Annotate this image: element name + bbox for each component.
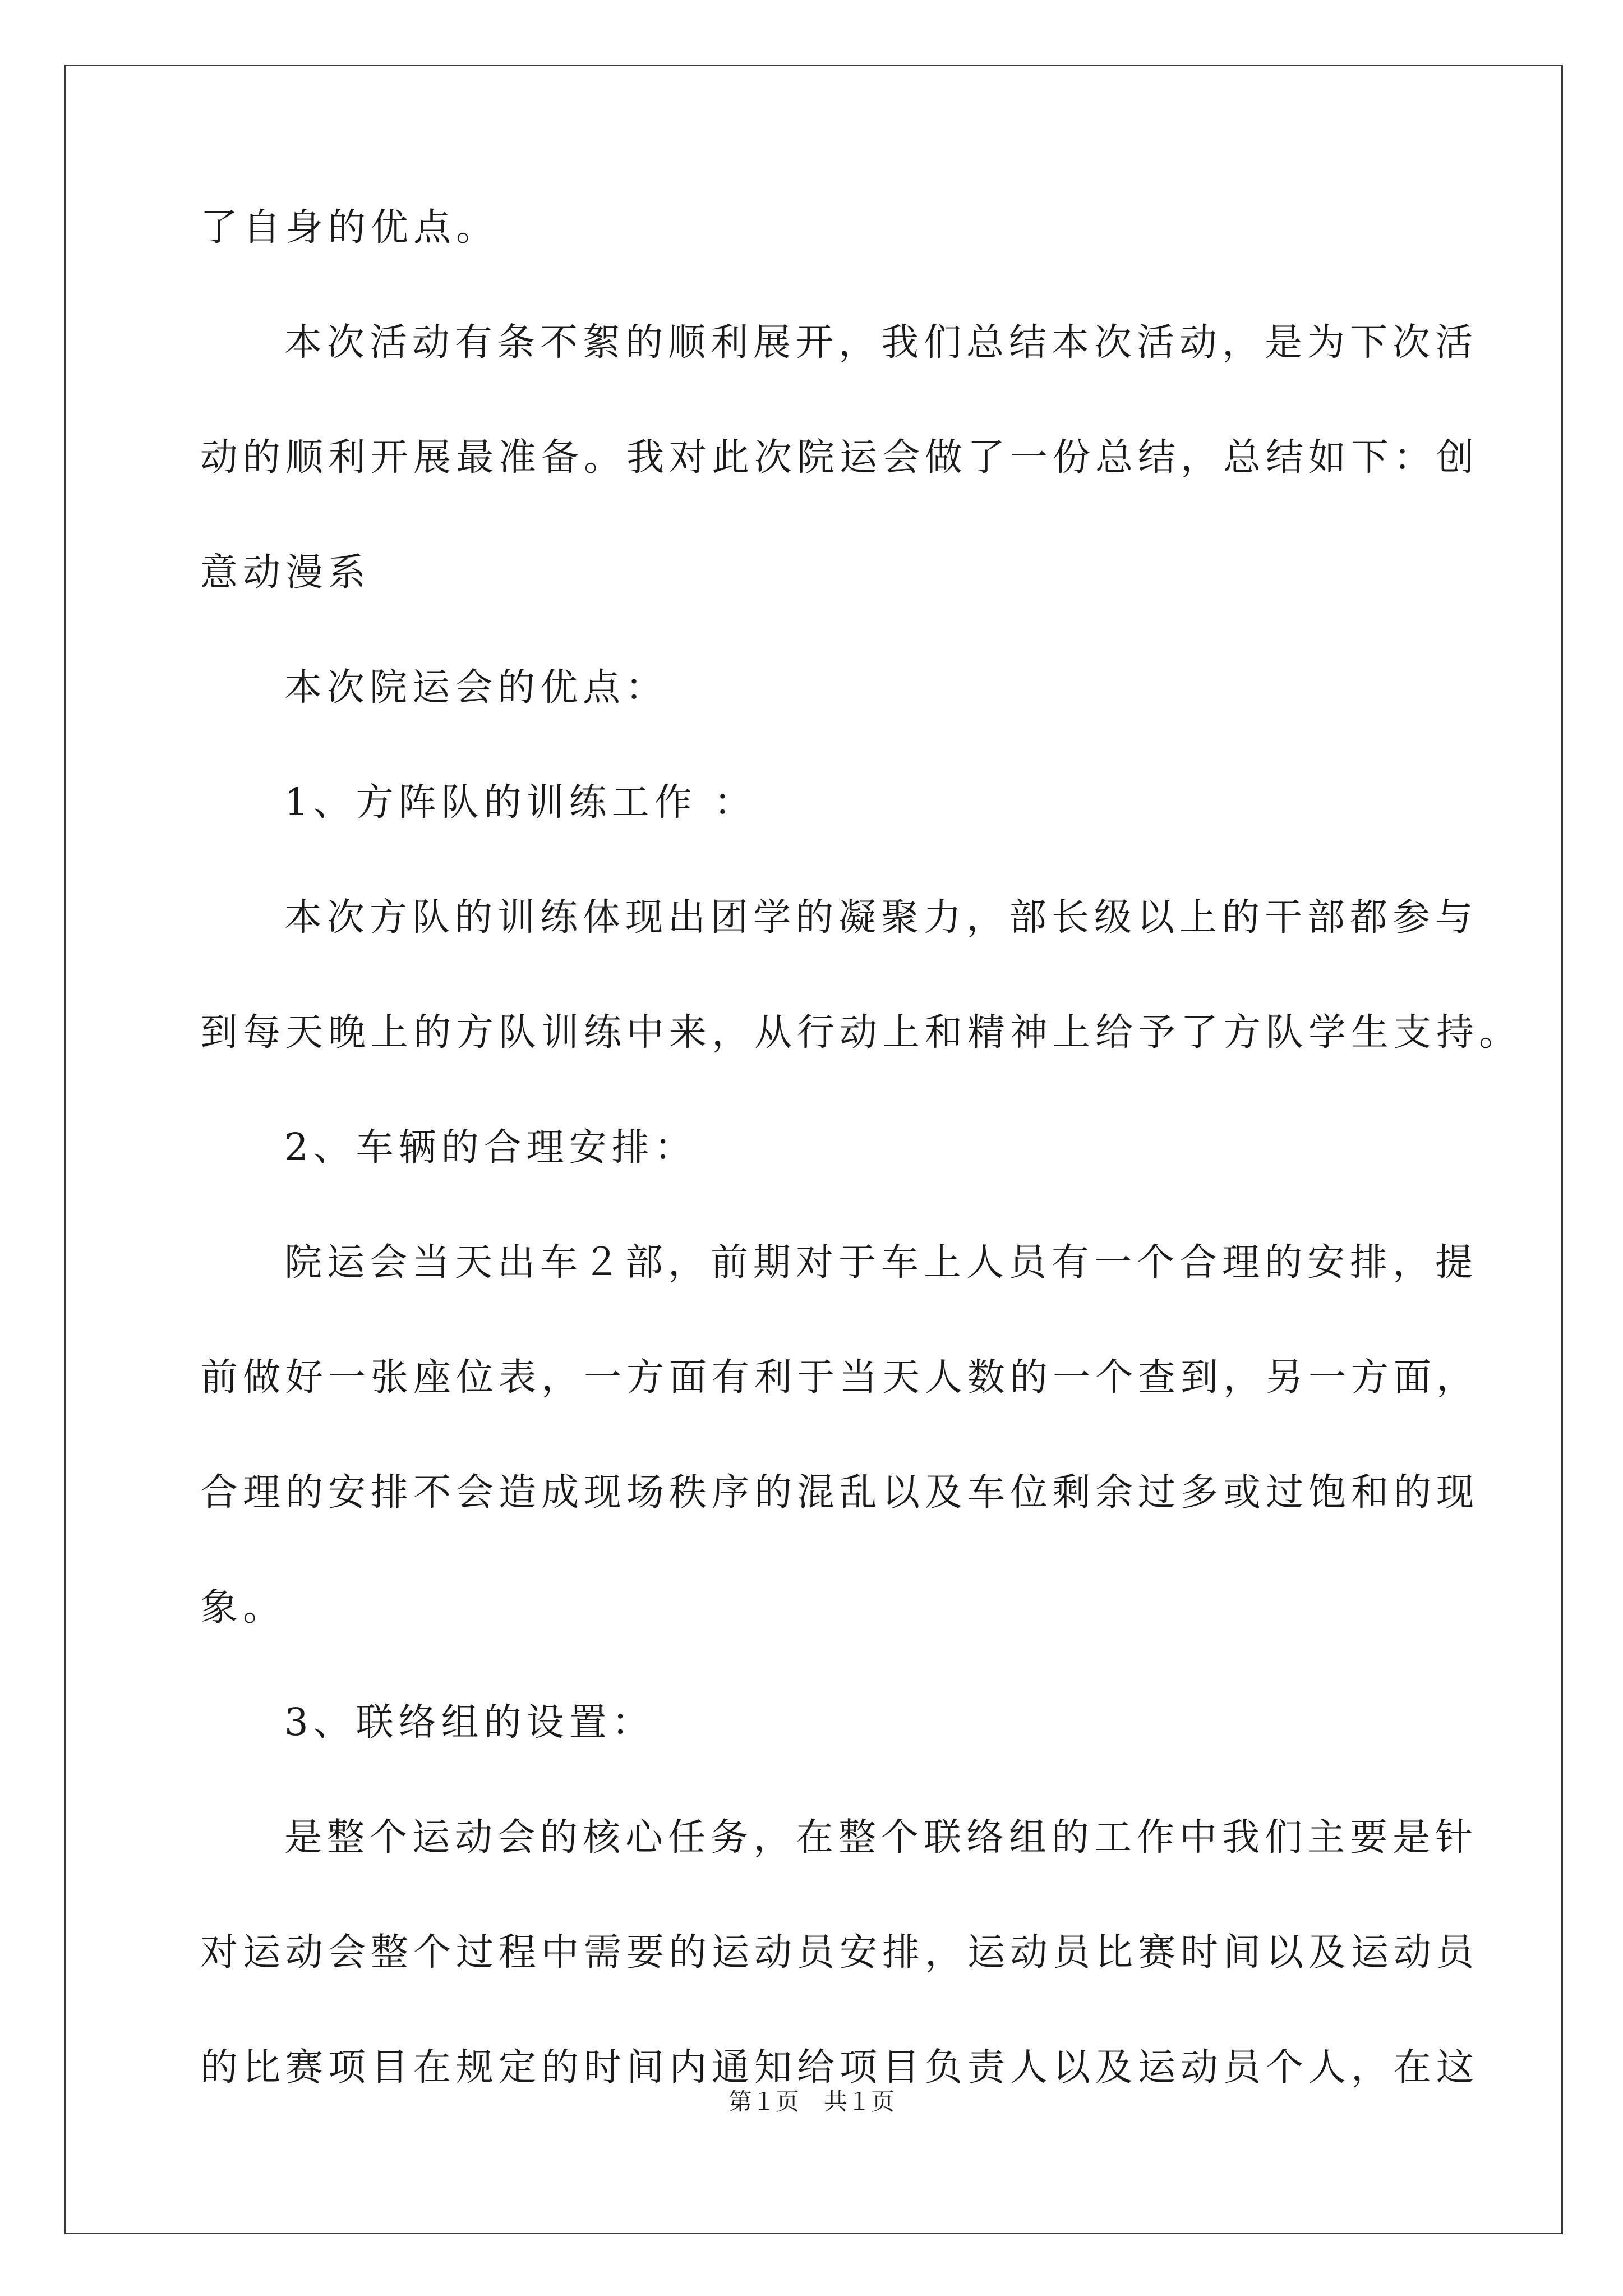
item-heading: 2、车辆的合理安排：: [284, 1125, 697, 1169]
text-line: 对运动会整个过程中需要的运动员安排，运动员比赛时间以及运动员: [200, 1930, 1479, 1974]
text-line: 合理的安排不会造成现场秩序的混乱以及车位剩余过多或过饱和的现: [200, 1470, 1479, 1514]
item-heading: 1、方阵队的训练工作 ：: [284, 780, 757, 824]
text-line: 意动漫系: [200, 550, 371, 594]
text-line: 的比赛项目在规定的时间内通知给项目负责人以及运动员个人，在这: [200, 2045, 1479, 2089]
text-line: 象。: [200, 1585, 285, 1629]
text-line: 了自身的优点。: [200, 205, 499, 249]
paragraph-line: 是整个运动会的核心任务，在整个联络组的工作中我们主要是针: [284, 1815, 1478, 1859]
text-line: 前做好一张座位表，一方面有利于当天人数的一个查到，另一方面，: [200, 1355, 1479, 1399]
paragraph-line: 本次方队的训练体现出团学的凝聚力，部长级以上的干部都参与: [284, 895, 1478, 939]
paragraph-line: 本次活动有条不絮的顺利展开，我们总结本次活动，是为下次活: [284, 320, 1478, 364]
page-number: 第１页: [728, 2088, 799, 2115]
item-heading: 3、联络组的设置：: [284, 1700, 654, 1744]
section-heading: 本次院运会的优点：: [284, 665, 668, 709]
page-total: 共１页: [824, 2088, 895, 2115]
text-line: 动的顺利开展最准备。我对此次院运会做了一份总结，总结如下：创: [200, 435, 1479, 479]
page-footer: [0, 2088, 1623, 2116]
text-line: 到每天晚上的方队训练中来，从行动上和精神上给予了方队学生支持。: [200, 1010, 1521, 1054]
paragraph-line: 院运会当天出车２部，前期对于车上人员有一个合理的安排，提: [284, 1240, 1478, 1284]
